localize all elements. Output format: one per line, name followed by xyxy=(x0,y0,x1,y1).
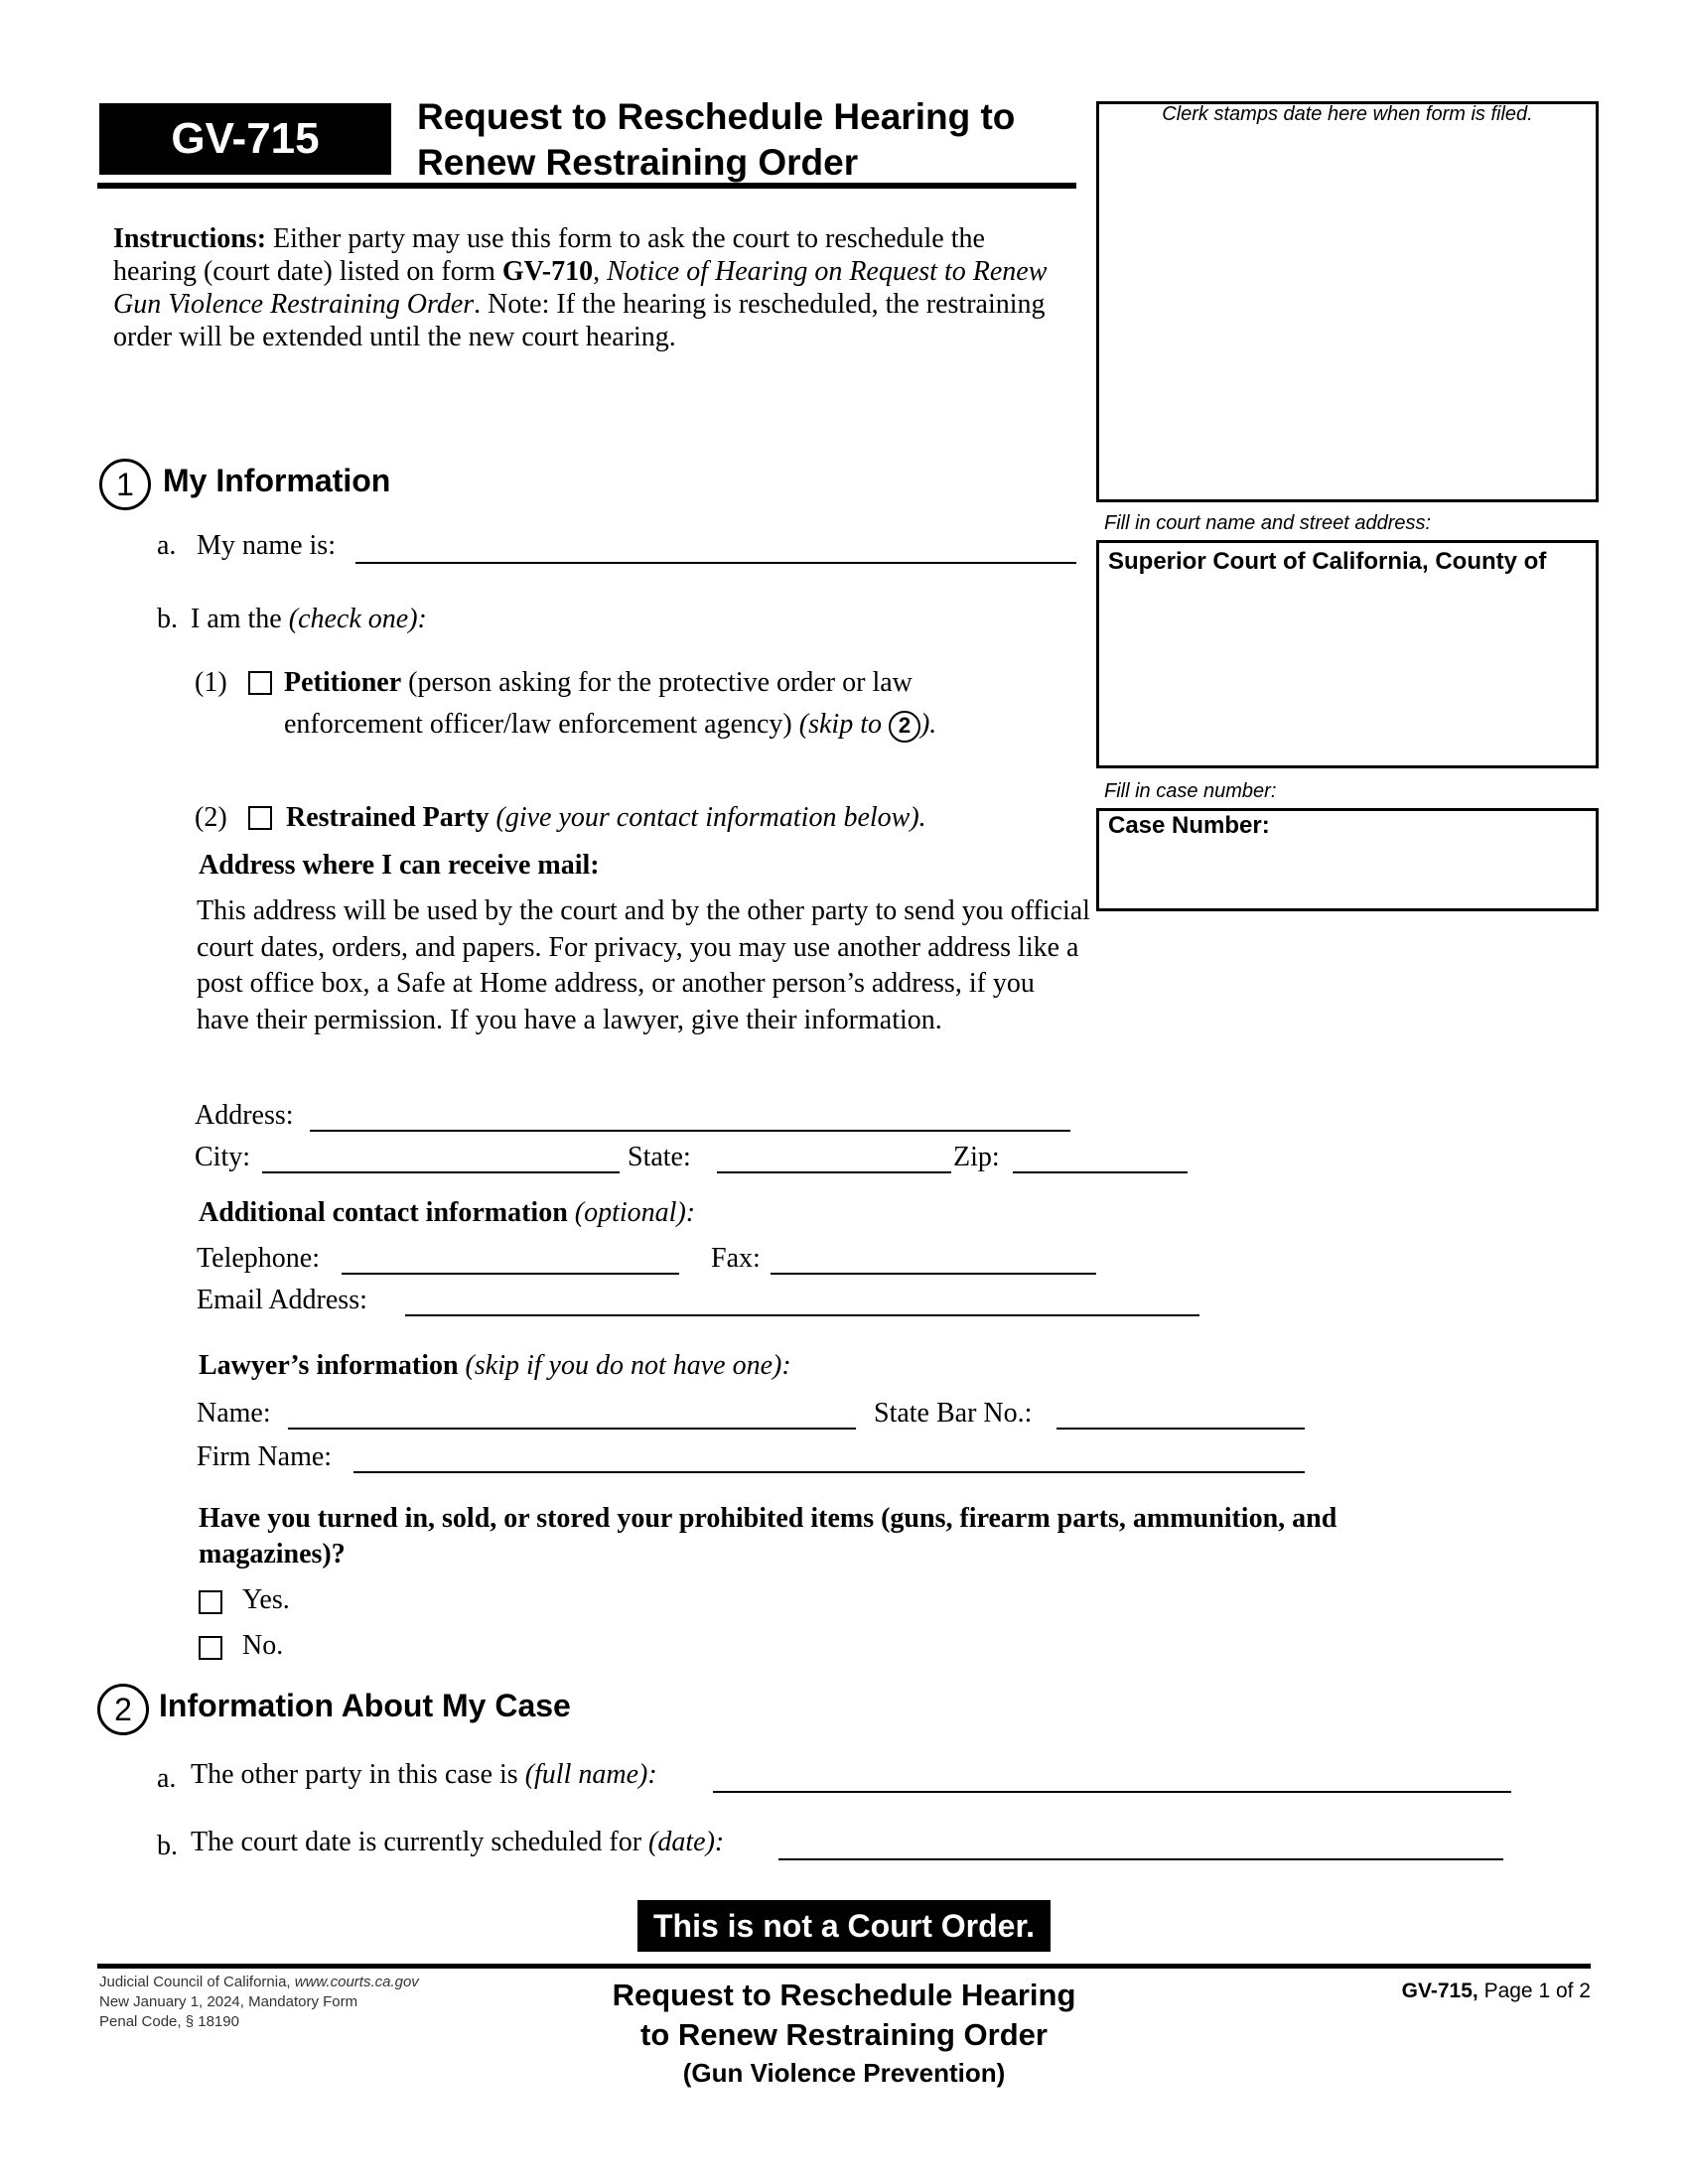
footer-rule xyxy=(97,1964,1591,1969)
firm-name-field[interactable] xyxy=(353,1471,1305,1473)
footer-title-line1: Request to Reschedule Hearing xyxy=(612,1978,1076,2012)
skip-to-2-circle: 2 xyxy=(889,711,920,743)
contact-heading: Additional contact information (optional): xyxy=(199,1197,696,1228)
court-date-field[interactable] xyxy=(778,1858,1503,1860)
section2-b-letter: b. xyxy=(157,1831,178,1861)
not-court-order-banner: This is not a Court Order. xyxy=(637,1900,1051,1952)
footer-title-line2: to Renew Restraining Order xyxy=(640,2017,1048,2052)
footer-left-line1: Judicial Council of California, www.courts.ca.gov xyxy=(99,1974,419,1990)
firm-name-label: Firm Name: xyxy=(197,1441,333,1472)
mail-address-explanation: This address will be used by the court and by the other party to send you official court dates, orders, and papers. For privacy, you may use another address like a post office box, a Safe at Home address, or another person’s address, if you have their permission. If you have a lawyer, give their information. xyxy=(197,895,1090,1035)
petitioner-checkbox[interactable] xyxy=(248,671,272,695)
form-title-line1: Request to Reschedule Hearing to xyxy=(417,96,1016,137)
lawyer-name-field[interactable] xyxy=(288,1428,856,1430)
court-box-caption: Fill in court name and street address: xyxy=(1104,512,1432,534)
fax-field[interactable] xyxy=(771,1273,1096,1275)
form-title-line2: Renew Restraining Order xyxy=(417,142,859,183)
restrained-party-checkbox[interactable] xyxy=(248,806,272,830)
lawyer-heading: Lawyer’s information (skip if you do not have one): xyxy=(199,1350,791,1381)
footer-title-line3: (Gun Violence Prevention) xyxy=(682,2058,1006,2088)
footer-left-line2: New January 1, 2024, Mandatory Form xyxy=(99,1993,358,2010)
email-field[interactable] xyxy=(405,1314,1199,1316)
name-field[interactable] xyxy=(355,562,1076,564)
state-label: State: xyxy=(628,1142,691,1172)
option1-number: (1) xyxy=(195,667,227,698)
court-date-label: The court date is currently scheduled for (date): xyxy=(191,1827,725,1857)
section2-title: Information About My Case xyxy=(159,1688,571,1723)
no-checkbox[interactable] xyxy=(199,1636,222,1660)
city-label: City: xyxy=(195,1142,251,1172)
court-name-label: Superior Court of California, County of xyxy=(1108,548,1547,575)
section1-number-circle: 1 xyxy=(99,459,151,510)
section2-number-circle: 2 xyxy=(97,1684,149,1735)
section1-title: My Information xyxy=(163,463,391,498)
zip-label: Zip: xyxy=(953,1142,1000,1172)
state-field[interactable] xyxy=(717,1171,951,1173)
yes-label: Yes. xyxy=(242,1584,290,1615)
petitioner-label: Petitioner (person asking for the protective order or law xyxy=(284,667,913,698)
footer-page-info: GV-715, Page 1 of 2 xyxy=(1401,1979,1591,2002)
section1-a-letter: a. xyxy=(157,530,177,561)
lawyer-name-label: Name: xyxy=(197,1398,271,1429)
city-field[interactable] xyxy=(262,1171,620,1173)
other-party-label: The other party in this case is (full name): xyxy=(191,1759,657,1790)
telephone-field[interactable] xyxy=(342,1273,679,1275)
role-prompt: I am the (check one): xyxy=(191,604,427,634)
form-number-badge: GV-715 xyxy=(99,103,391,175)
yes-checkbox[interactable] xyxy=(199,1590,222,1614)
case-box-caption: Fill in case number: xyxy=(1104,780,1277,802)
case-number-label: Case Number: xyxy=(1108,812,1270,839)
fax-label: Fax: xyxy=(711,1243,761,1274)
address-label: Address: xyxy=(195,1100,294,1131)
mail-address-heading: Address where I can receive mail: xyxy=(199,850,600,881)
prohibited-items-question: Have you turned in, sold, or stored your prohibited items (guns, firearm parts, ammunition, and magazines)? xyxy=(199,1503,1337,1570)
restrained-party-label: Restrained Party (give your contact information below). xyxy=(286,802,926,833)
header-rule xyxy=(97,183,1076,189)
footer-left-line3: Penal Code, § 18190 xyxy=(99,2013,239,2030)
option2-number: (2) xyxy=(195,802,227,833)
email-label: Email Address: xyxy=(197,1285,367,1315)
other-party-field[interactable] xyxy=(713,1791,1511,1793)
petitioner-desc-line2: enforcement officer/law enforcement agency) (skip to 2 ). xyxy=(284,707,936,743)
clerk-stamp-label: Clerk stamps date here when form is filed. xyxy=(1162,103,1533,125)
section1-b-letter: b. xyxy=(157,604,178,634)
state-bar-field[interactable] xyxy=(1056,1428,1305,1430)
instructions-text: Instructions: Either party may use this form to ask the court to reschedule the hearing (court date) listed on form GV-710, Notice of Hearing on Request to Renew Gun Violence Restraining Order. Note: If the hearing is rescheduled, the restraining order will be extended until the new court hearing. xyxy=(113,223,1048,352)
address-field[interactable] xyxy=(310,1130,1070,1132)
clerk-stamp-box xyxy=(1096,101,1599,502)
zip-field[interactable] xyxy=(1013,1171,1188,1173)
no-label: No. xyxy=(242,1630,284,1661)
section2-a-letter: a. xyxy=(157,1763,177,1794)
telephone-label: Telephone: xyxy=(197,1243,320,1274)
name-label: My name is: xyxy=(197,530,336,561)
state-bar-label: State Bar No.: xyxy=(874,1398,1033,1429)
